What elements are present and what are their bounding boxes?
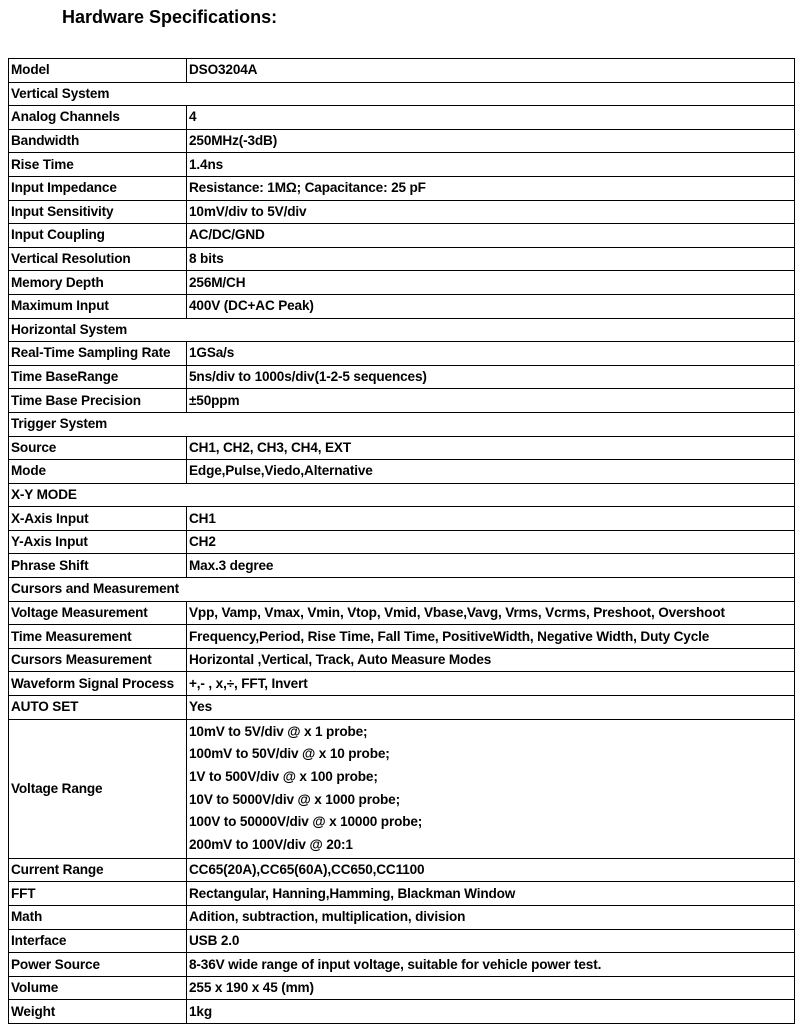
spec-row [9, 342, 795, 366]
spec-value: Rectangular, Hanning,Hamming, Blackman Window [187, 882, 795, 906]
spec-table-body [9, 59, 795, 1024]
spec-row [9, 1000, 795, 1024]
spec-row [9, 929, 795, 953]
page-heading: Hardware Specifications: [62, 7, 278, 27]
spec-row [9, 247, 795, 271]
spec-row [9, 858, 795, 882]
spec-row [9, 719, 795, 858]
spec-label: FFT [9, 882, 187, 906]
spec-value: 8 bits [187, 247, 795, 271]
spec-value: Horizontal ,Vertical, Track, Auto Measure Modes [187, 648, 795, 672]
spec-label: Cursors Measurement [9, 648, 187, 672]
spec-value-line: 10V to 5000V/div @ x 1000 probe; [189, 791, 400, 807]
section-title: Cursors and Measurement [9, 578, 795, 602]
spec-value: DSO3204A [187, 59, 795, 83]
spec-value-line: 1V to 500V/div @ x 100 probe; [189, 769, 378, 785]
spec-label: Time Base Precision [9, 389, 187, 413]
section-title: X-Y MODE [9, 483, 795, 507]
spec-row [9, 672, 795, 696]
spec-row [9, 460, 795, 484]
spec-value: 8-36V wide range of input voltage, suitable for vehicle power test. [187, 953, 795, 977]
section-title: Vertical System [9, 82, 795, 106]
spec-value: 1.4ns [187, 153, 795, 177]
spec-label: Model [9, 59, 187, 83]
spec-value: CC65(20A),CC65(60A),CC650,CC1100 [187, 858, 795, 882]
spec-value: 256M/CH [187, 271, 795, 295]
spec-label: Waveform Signal Process [9, 672, 187, 696]
spec-label: Input Sensitivity [9, 200, 187, 224]
spec-label: Real-Time Sampling Rate [9, 342, 187, 366]
spec-table [8, 58, 795, 1024]
spec-label: Current Range [9, 858, 187, 882]
spec-value: ±50ppm [187, 389, 795, 413]
spec-value: Resistance: 1MΩ; Capacitance: 25 pF [187, 176, 795, 200]
spec-label: Interface [9, 929, 187, 953]
section-row [9, 412, 795, 436]
spec-row [9, 976, 795, 1000]
spec-label: Maximum Input [9, 294, 187, 318]
spec-label: Time BaseRange [9, 365, 187, 389]
spec-row [9, 389, 795, 413]
spec-value: Vpp, Vamp, Vmax, Vmin, Vtop, Vmid, Vbase,Vavg, Vrms, Vcrms, Preshoot, Overshoot [187, 601, 795, 625]
spec-label: Bandwidth [9, 129, 187, 153]
spec-label: Mode [9, 460, 187, 484]
spec-value: USB 2.0 [187, 929, 795, 953]
spec-row [9, 224, 795, 248]
spec-value-line: 100mV to 50V/div @ x 10 probe; [189, 746, 390, 762]
spec-label: Voltage Range [9, 719, 187, 858]
spec-label: Analog Channels [9, 106, 187, 130]
spec-label: Source [9, 436, 187, 460]
spec-value-line: 10mV to 5V/div @ x 1 probe; [189, 723, 368, 739]
spec-value: 4 [187, 106, 795, 130]
spec-value: 5ns/div to 1000s/div(1-2-5 sequences) [187, 365, 795, 389]
spec-value: Frequency,Period, Rise Time, Fall Time, PositiveWidth, Negative Width, Duty Cycle [187, 625, 795, 649]
spec-label: Memory Depth [9, 271, 187, 295]
section-title: Horizontal System [9, 318, 795, 342]
spec-value: Edge,Pulse,Viedo,Alternative [187, 460, 795, 484]
spec-value-line: 200mV to 100V/div @ 20:1 [189, 837, 353, 853]
spec-row [9, 129, 795, 153]
spec-value: CH1 [187, 507, 795, 531]
spec-row [9, 530, 795, 554]
spec-row [9, 271, 795, 295]
spec-row [9, 906, 795, 930]
spec-label: Vertical Resolution [9, 247, 187, 271]
spec-label: Volume [9, 976, 187, 1000]
section-row [9, 483, 795, 507]
section-title: Trigger System [9, 412, 795, 436]
spec-label: Input Coupling [9, 224, 187, 248]
spec-label: Y-Axis Input [9, 530, 187, 554]
spec-label: Voltage Measurement [9, 601, 187, 625]
spec-value [187, 719, 795, 858]
spec-value: Yes [187, 696, 795, 720]
spec-label: Power Source [9, 953, 187, 977]
spec-label: AUTO SET [9, 696, 187, 720]
spec-row [9, 554, 795, 578]
spec-row [9, 294, 795, 318]
spec-row [9, 106, 795, 130]
spec-value: 1GSa/s [187, 342, 795, 366]
section-row [9, 578, 795, 602]
spec-row [9, 696, 795, 720]
spec-label: Rise Time [9, 153, 187, 177]
spec-value: Max.3 degree [187, 554, 795, 578]
spec-value: 250MHz(-3dB) [187, 129, 795, 153]
spec-row [9, 648, 795, 672]
spec-row [9, 200, 795, 224]
spec-value: CH2 [187, 530, 795, 554]
spec-row [9, 625, 795, 649]
spec-label: X-Axis Input [9, 507, 187, 531]
spec-label: Math [9, 906, 187, 930]
spec-value: 10mV/div to 5V/div [187, 200, 795, 224]
spec-row [9, 153, 795, 177]
spec-row [9, 953, 795, 977]
section-row [9, 318, 795, 342]
spec-value: 1kg [187, 1000, 795, 1024]
spec-value: AC/DC/GND [187, 224, 795, 248]
spec-label: Time Measurement [9, 625, 187, 649]
spec-value: CH1, CH2, CH3, CH4, EXT [187, 436, 795, 460]
spec-row [9, 176, 795, 200]
spec-value: 255 x 190 x 45 (mm) [187, 976, 795, 1000]
spec-row [9, 882, 795, 906]
spec-label: Input Impedance [9, 176, 187, 200]
spec-row [9, 365, 795, 389]
section-row [9, 82, 795, 106]
spec-row [9, 507, 795, 531]
spec-label: Weight [9, 1000, 187, 1024]
spec-label: Phrase Shift [9, 554, 187, 578]
spec-row [9, 59, 795, 83]
spec-row [9, 436, 795, 460]
spec-value: +,- , x,÷, FFT, Invert [187, 672, 795, 696]
spec-value: 400V (DC+AC Peak) [187, 294, 795, 318]
spec-row [9, 601, 795, 625]
spec-value-line: 100V to 50000V/div @ x 10000 probe; [189, 814, 423, 830]
spec-value: Adition, subtraction, multiplication, division [187, 906, 795, 930]
